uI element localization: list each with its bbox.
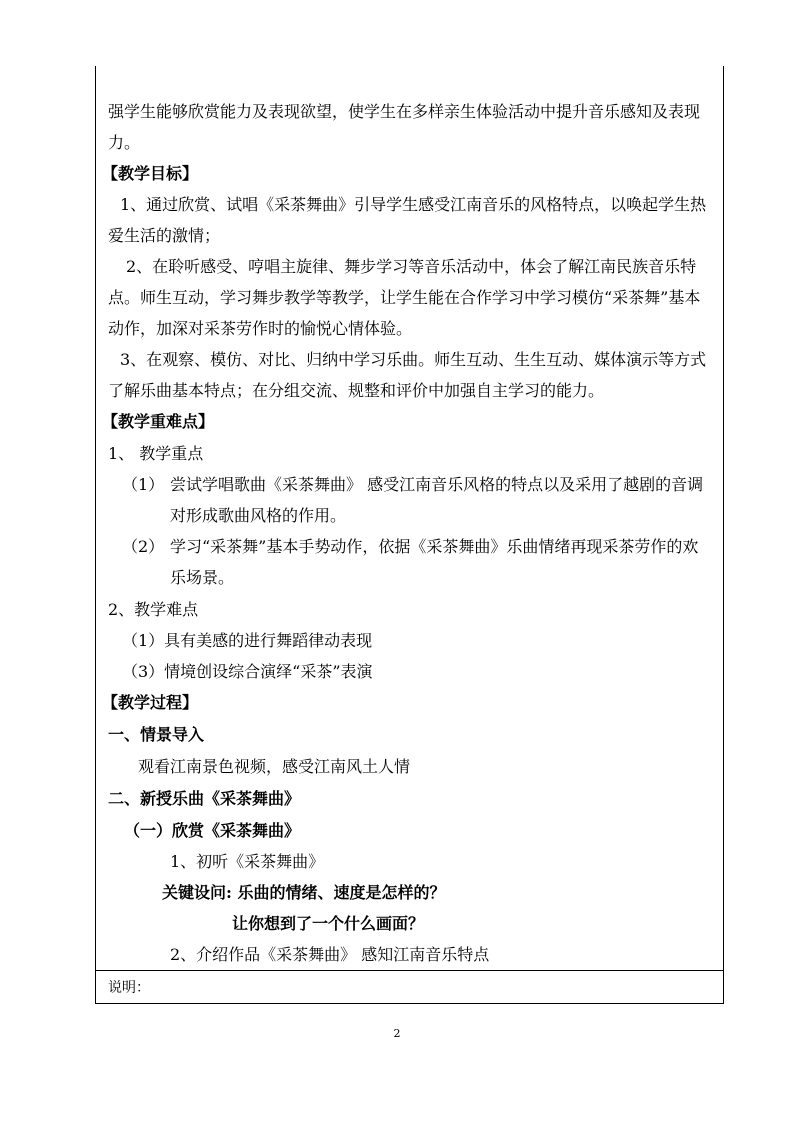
text-line: 强学生能够欣赏能力及表现欲望，使学生在多样亲生体验活动中提升音乐感知及表现 bbox=[108, 102, 701, 121]
text-line: （1）具有美感的进行舞蹈律动表现 bbox=[122, 631, 373, 650]
key-question: 让你想到了一个什么画面？ bbox=[232, 914, 425, 933]
step-heading: 二、新授乐曲《采茶舞曲》 bbox=[108, 789, 301, 808]
text-line: 点。师生互动，学习舞步教学等教学，让学生能在合作学习中学习模仿“采茶舞”基本 bbox=[108, 288, 701, 307]
section-heading-goals: 【教学目标】 bbox=[102, 164, 199, 183]
list-number: （2） bbox=[122, 537, 165, 556]
text-line: 1、通过欣赏、试唱《采茶舞曲》引导学生感受江南音乐的风格特点，以唤起学生热 bbox=[120, 195, 707, 214]
section-heading-key-points: 【教学重难点】 bbox=[102, 412, 215, 431]
notes-box bbox=[95, 970, 724, 1004]
text-line: 2、介绍作品《采茶舞曲》 感知江南音乐特点 bbox=[170, 945, 490, 964]
text-line: 2、在聆听感受、哼唱主旋律、舞步学习等音乐活动中，体会了解江南民族音乐特 bbox=[126, 257, 697, 276]
text-line: 乐场景。 bbox=[170, 568, 235, 587]
step-heading: 一、情景导入 bbox=[108, 725, 205, 744]
text-line: 学习“采茶舞”基本手势动作，依据《采茶舞曲》乐曲情绪再现采茶劳作的欢 bbox=[170, 537, 699, 556]
text-line: 爱生活的激情； bbox=[108, 226, 221, 245]
subheading-difficulties: 2、教学难点 bbox=[108, 600, 199, 619]
step-subheading: （一）欣赏《采茶舞曲》 bbox=[124, 821, 301, 840]
text-line: 力。 bbox=[108, 133, 141, 152]
text-line: 观看江南景色视频，感受江南风土人情 bbox=[138, 757, 411, 776]
notes-label: 说明： bbox=[108, 980, 150, 996]
section-heading-process: 【教学过程】 bbox=[102, 693, 199, 712]
text-line: 1、初听《采茶舞曲》 bbox=[170, 852, 325, 871]
list-number: （1） bbox=[122, 475, 165, 494]
text-line: 尝试学唱歌曲《采茶舞曲》 感受江南音乐风格的特点以及采用了越剧的音调 bbox=[170, 475, 704, 494]
text-line: 了解乐曲基本特点；在分组交流、规整和评价中加强自主学习的能力。 bbox=[108, 381, 605, 400]
subheading-key-points: 1、 教学重点 bbox=[108, 444, 204, 463]
key-question: 关键设问: 乐曲的情绪、速度是怎样的？ bbox=[162, 883, 446, 902]
page-number: 2 bbox=[393, 1027, 401, 1040]
text-line: 动作，加深对采茶劳作时的愉悦心情体验。 bbox=[108, 319, 413, 338]
text-line: 3、在观察、模仿、对比、归纳中学习乐曲。师生互动、生生互动、媒体演示等方式 bbox=[120, 350, 707, 369]
text-line: （3）情境创设综合演绎“采茶”表演 bbox=[122, 662, 373, 681]
text-line: 对形成歌曲风格的作用。 bbox=[170, 506, 347, 525]
